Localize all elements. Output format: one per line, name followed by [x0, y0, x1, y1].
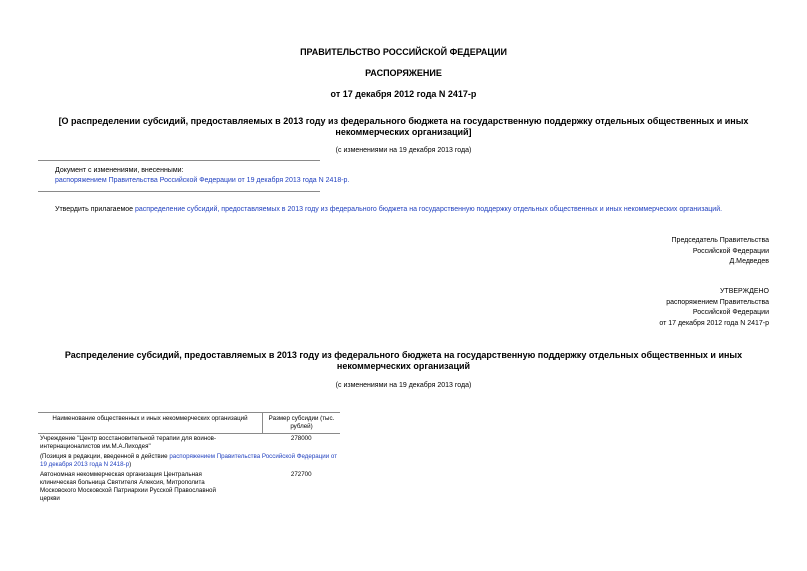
table-header-row	[38, 413, 340, 434]
approved-label: УТВЕРЖДЕНО	[719, 288, 769, 295]
document-title	[0, 116, 807, 138]
subsidies-table	[38, 412, 340, 504]
government-heading: ПРАВИТЕЛЬСТВО РОССИЙСКОЙ ФЕДЕРАЦИИ	[300, 47, 507, 57]
changes-bottom-rule	[38, 191, 320, 192]
row1-note-suffix: )	[129, 461, 132, 468]
approved-date: от 17 декабря 2012 года N 2417-р	[659, 319, 769, 327]
approve-link[interactable]: распределение субсидий, предоставляемых в 2013 году из федерального бюджета на государственную поддержку отдельных общественных и иных некоммерческих организаций.	[135, 206, 723, 213]
approved-by: распоряжением Правительства	[666, 298, 769, 306]
row1-note	[38, 452, 340, 470]
table-row	[38, 434, 340, 453]
row1-organization: Учреждение "Центр восстановительной терапии для воинов-интернационалистов им.М.А.Лиходея"	[40, 435, 217, 450]
approve-paragraph	[55, 205, 722, 214]
row2-amount: 272700	[290, 471, 312, 478]
document-title-line1: [О распределении субсидий, предоставляемых в 2013 году из федерального бюджета на государственную поддержку отдельных общественных и иных	[58, 116, 749, 126]
table-row-note	[38, 452, 340, 470]
changes-top-rule	[38, 160, 320, 161]
document-date-number: от 17 декабря 2012 года N 2417-р	[330, 89, 477, 99]
row2-organization: Автономная некоммерческая организация Центральная клиническая больница Святителя Алексия, Митрополита Московского Московской Патриархии Русской Православной церкви	[40, 471, 216, 502]
signature-block	[672, 236, 769, 268]
document-type: РАСПОРЯЖЕНИЕ	[365, 68, 442, 78]
row1-amount: 278000	[290, 435, 312, 442]
signature-name: Д.Медведев	[729, 258, 769, 265]
row1-note-prefix: (Позиция в редакции, введенной в действие	[40, 453, 170, 460]
distribution-title-line1: Распределение субсидий, предоставляемых в 2013 году из федерального бюджета на государственную поддержку отдельных общественных и иных	[64, 350, 743, 360]
row1-note-link[interactable]: распоряжением Правительства Российской Федерации от 19 декабря 2013 года N 2418-р	[40, 453, 338, 468]
amendments-note: (с изменениями на 19 декабря 2013 года)	[335, 147, 472, 154]
document-title-line2: некоммерческих организаций]	[335, 127, 472, 137]
distribution-title	[0, 350, 807, 372]
column-header-amount: Размер субсидии (тыс. рублей)	[263, 413, 341, 434]
signature-position: Председатель Правительства	[671, 237, 769, 244]
changes-link[interactable]: распоряжением Правительства Российской Федерации от 19 декабря 2013 года N 2418-р.	[55, 177, 350, 184]
column-header-organization: Наименование общественных и иных некоммерческих организаций	[38, 413, 263, 434]
table-row	[38, 470, 340, 504]
approved-block	[659, 287, 769, 329]
approved-country: Российской Федерации	[692, 309, 769, 316]
distribution-amendments: (с изменениями на 19 декабря 2013 года)	[335, 382, 472, 389]
distribution-title-line2: некоммерческих организаций	[336, 361, 471, 371]
signature-country: Российской Федерации	[692, 247, 769, 255]
approve-prefix: Утвердить прилагаемое	[55, 206, 136, 213]
changes-intro: Документ с изменениями, внесенными:	[55, 167, 184, 174]
